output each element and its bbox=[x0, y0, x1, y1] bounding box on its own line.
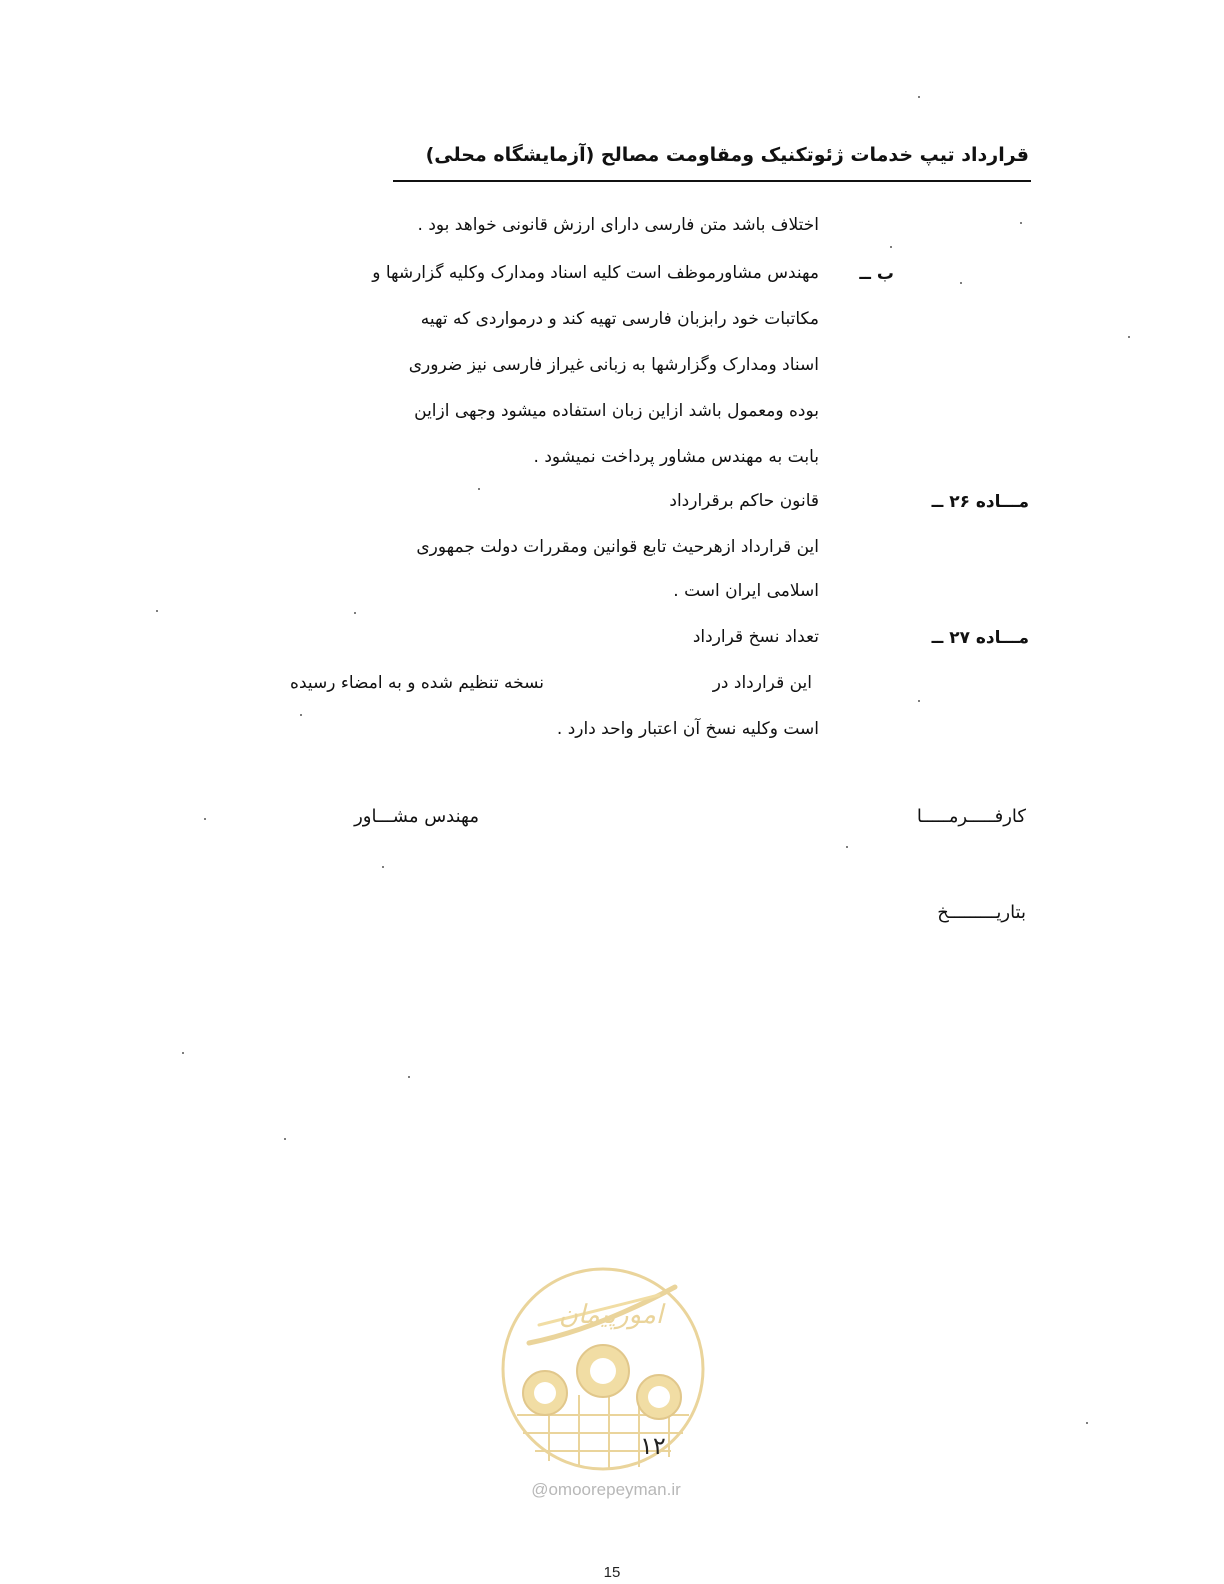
scan-speck bbox=[204, 818, 206, 820]
scan-speck bbox=[918, 700, 920, 702]
header-underline bbox=[393, 180, 1031, 182]
article-26-line: این قرارداد ازهرحیث تابع قوانین ومقررات دولت جمهوری bbox=[416, 537, 819, 557]
watermark-logo-text: امورپیمان bbox=[558, 1300, 664, 1330]
scan-speck bbox=[300, 714, 302, 716]
body-line: اختلاف باشد متن فارسی دارای ارزش قانونی خواهد بود . bbox=[417, 215, 819, 235]
scan-speck bbox=[478, 488, 480, 490]
clause-b-label: ب ــ bbox=[859, 264, 894, 284]
scan-speck bbox=[1086, 1422, 1088, 1424]
employer-signature-label: کارفـــــرمـــــا bbox=[916, 806, 1026, 827]
date-label: بتاریـــــــــخ bbox=[937, 902, 1026, 923]
scan-speck bbox=[354, 612, 356, 614]
scan-speck bbox=[960, 282, 962, 284]
body-line: مهندس مشاورموظف است کلیه اسناد ومدارک وکلیه گزارشها و bbox=[372, 263, 819, 283]
watermark-site-text: @omoorepeyman.ir bbox=[531, 1480, 681, 1499]
scan-speck bbox=[890, 246, 892, 248]
scan-speck bbox=[846, 846, 848, 848]
scan-speck bbox=[1128, 336, 1130, 338]
body-line: مکاتبات خود رابزبان فارسی تهیه کند و درمواردی که تهیه bbox=[420, 309, 819, 329]
footer-page-number: 15 bbox=[603, 1564, 621, 1581]
article-27-line2: است وکلیه نسخ آن اعتبار واحد دارد . bbox=[556, 719, 819, 739]
scan-speck bbox=[408, 1076, 410, 1078]
document-header-title: قرارداد تیپ خدمات ژئوتکنیک ومقاومت مصالح (آزمایشگاه محلی) bbox=[425, 144, 1029, 166]
body-line: اسناد ومدارک وگزارشها به زبانی غیراز فارسی نیز ضروری bbox=[408, 355, 819, 375]
article-26-label: مـــاده ۲۶ ــ bbox=[931, 492, 1029, 512]
article-26-title: قانون حاکم برقرارداد bbox=[669, 491, 819, 511]
article-27-label: مـــاده ۲۷ ــ bbox=[931, 628, 1029, 648]
scan-speck bbox=[1020, 222, 1022, 224]
omoorepeyman-logo-watermark bbox=[499, 1265, 707, 1473]
article-27-title: تعداد نسخ قرارداد bbox=[692, 627, 819, 647]
scan-speck bbox=[382, 866, 384, 868]
body-line: بابت به مهندس مشاور پرداخت نمیشود . bbox=[533, 447, 819, 467]
article-27-line1-start: این قرارداد در bbox=[712, 673, 812, 693]
scan-speck bbox=[182, 1052, 184, 1054]
article-26-line: اسلامی ایران است . bbox=[673, 581, 819, 601]
handwritten-page-number: ۱۲ bbox=[640, 1432, 666, 1460]
article-27-line1-end: نسخه تنظیم شده و به امضاء رسیده bbox=[290, 673, 544, 693]
scan-speck bbox=[284, 1138, 286, 1140]
scan-speck bbox=[918, 96, 920, 98]
body-line: بوده ومعمول باشد ازاین زبان استفاده میشود وجهی ازاین bbox=[414, 401, 819, 421]
scan-speck bbox=[156, 610, 158, 612]
consultant-signature-label: مهندس مشـــاور bbox=[354, 806, 479, 827]
